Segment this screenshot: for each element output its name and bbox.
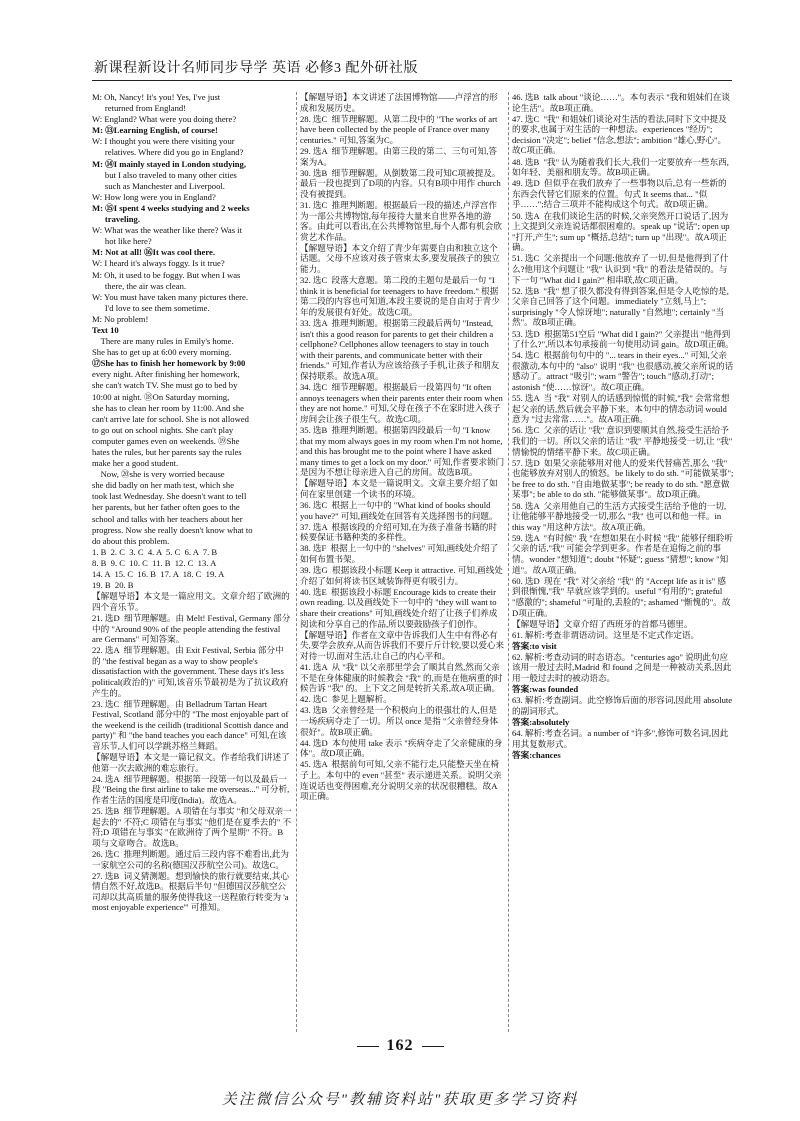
text-line: every night. After finishing her homework, (92, 369, 240, 380)
text-line: her parents, but her father often goes to the (92, 502, 240, 513)
text-line: M: Oh, it used to be foggy. But when I was (92, 269, 241, 280)
text-line: 42. 选C 参见上题解析。 (300, 694, 392, 705)
page-number (0, 1037, 800, 1055)
text-line: 54. 选C 根据前句句中的 "... tears in their eyes..." 可知,父亲很激动,本句中的 "also" 说明 "我" 也很感动,被父亲所说的话感动了。attract "吸引"; warn "警告"; touch "感动,打动"; astonish "使……惊讶"。故C项正确。 (512, 350, 734, 393)
page-number-text: 162 (386, 1037, 414, 1054)
text-line: 【解题导语】本文是一篇应用文。文章介绍了欧洲的四个音乐节。 (92, 591, 290, 612)
text-line: 51. 选C 父亲提出一个问题:他放弃了一切,但是他得到了什么?他用这个问题让 "我" 认识到 "我" 的看法是错误的。与下一句 "What did I gain?" 相串联,故C项正确。 (512, 253, 729, 285)
text-line: 22. 选A 细节理解题。由 Exit Festival, Serbia 部分中的 "the festival began as a way to show people's dissatisfaction with the government. These days it's less political(政治的)" 可知,该音乐节最初是为了抗议政府产生的。 (92, 645, 289, 698)
text-line: 37. 选A 根据该段的介绍可知,在为孩子准备书籍的时候要保证书籍种类的多样性。 (300, 521, 497, 543)
text-line: took last Wednesday. She doesn't want to tell (92, 491, 247, 502)
text-line: I'd love to see them sometime. (92, 302, 210, 313)
text-line: make her a good student. (92, 458, 179, 469)
text-line: 35. 选B 推理判断题。根据第四段最后一句 "I know that my mom always goes in my room when I'm not home, and this has brought me to the point where I have asked many times to get a lock on my door." 可知,作者要求锁门是因为不想让母亲进入自己的房间。故选B项。 (300, 424, 505, 478)
text-line: 34. 选C 细节理解题。根据最后一段第四句 "It often annoys teenagers when their parents enter their room when they are not home." 可知,父母在孩子不在家时进入孩子房间会让孩子很生气。故选C项。 (300, 382, 505, 424)
text-line: traveling. (92, 214, 140, 225)
text-line: such as Manchester and Liverpool. (92, 180, 225, 191)
text-line: 48. 选B "我" 认为随着我们长大,我们一定要放弃一些东西,如年轻、美丽和朋友等。故B项正确。 (512, 156, 729, 178)
text-line: 58. 选A 父亲用他自己的生活方式接受生活给予他的一切,让他能够平静地接受一切,那么 "我" 也可以和他一样。in this way "用这种方法"。故A项正确。 (512, 500, 727, 532)
text-line: 1. B 2. C 3. C 4. A 5. C 6. A 7. B (92, 546, 218, 557)
column-right (512, 92, 734, 761)
text-line: 44. 选D 本句使用 take 表示 "疾病夺走了父亲健康的身体"。故D项正确。 (300, 737, 503, 759)
text-line: W: How long were you in England? (92, 191, 216, 202)
text-line: 10:00 at night. ⑱On Saturday morning, (92, 391, 230, 402)
text-line: 答案:to visit (512, 640, 557, 651)
text-line: 答案:chances (512, 749, 561, 760)
text-line: 39. 选G 根据该段小标题 Keep it attractive. 可知,画线处介绍了如何将读书区域装饰得更有吸引力。 (300, 565, 503, 586)
text-line: 50. 选A 在我们谈论生活的时候,父亲突然开口说话了,因为上文提到父亲连说话都很困难的。speak up "说话"; open up "打开,产生"; sum up "概括,总结"; turn up "出现"。故A项正确。 (512, 210, 732, 253)
column-divider (508, 92, 509, 1032)
text-line: 33. 选A 推理判断题。根据第三段最后两句 "Instead, isn't this a good reason for parents to get their children a cellphone? Cellphones allow teenagers to stay in touch with their parents, and communicate better with their friends." 可知,作者认为应该给孩子手机,让孩子和朋友保持联系。故选A项。 (300, 317, 500, 381)
text-line: 14. A 15. C 16. B 17. A 18. C 19. A (92, 569, 225, 580)
column-left (92, 92, 292, 914)
text-line: 【解题导语】本文讲述了法国博物馆——卢浮宫的形成和发展历史。 (300, 92, 498, 113)
text-line: do about this problem. (92, 535, 170, 546)
text-line: 25. 选B 细节理解题。A 项错在与事实 "和父母双亲一起去的" 不符;C 项错在与事实 "他们是在夏季去的" 不符;D 项错在与事实 "在欧洲待了两个星期" 不符。B 项与文章吻合。故选B。 (92, 806, 292, 848)
text-line: can't arrive late for school. She is not allowed (92, 413, 249, 424)
text-line: 8. B 9. C 10. C 11. B 12. C 13. A (92, 557, 217, 568)
text-line: returned from England! (92, 103, 187, 114)
text-line: 57. 选D 如果父亲能够用对他人的爱来代替痛苦,那么 "我" 也能够放弃对别人的愤怒。be likely to do sth. "可能做某事"; be free to do sth. "自由地做某事"; be ready to do sth. "愿意做某事"; be able to do sth. "能够做某事"。故D项正确。 (512, 457, 736, 500)
text-line: 43. 选B 父亲曾经是一个积极向上的很强壮的人,但是一场疾病夺走了一切。所以 once 是指 "父亲曾经身体很好"。故B项正确。 (300, 705, 499, 737)
text-line: computer games even on weekends. ⑲She (92, 435, 240, 446)
text-line: progress. Now she really doesn't know what to (92, 524, 253, 535)
text-line: 30. 选B 细节理解题。从倒数第二段可知C项被提及。最后一段也提到了D项的内容。只有B项中用作 church 没有被提到。 (300, 167, 503, 199)
header-title: 新课程新设计名师同步导学 英语 必修3 配外研社版 (94, 61, 418, 76)
text-line: W: I thought you were there visiting your (92, 136, 235, 147)
text-line: She has to get up at 6:00 every morning. (92, 347, 232, 358)
text-line: 56. 选C 父亲的话让 "我" 意识到要顺其自然,接受生活给予我们的一切。所以父亲的话让 "我" 平静地接受一切,让 "我" 情愉悦的情绪平静下来。故C项正确。 (512, 425, 735, 457)
page-number-dash-right (422, 1046, 444, 1047)
text-line: 答案:was founded (512, 684, 579, 695)
footer-note: 关注微信公众号"教辅资料站"获取更多学习资料 (221, 1092, 579, 1108)
text-line: 【解题导语】文章介绍了西班牙的首都马德里。 (512, 618, 693, 629)
page-number-dash-left (357, 1046, 379, 1047)
text-line: 62. 解析:考查动词的时态语态。"centuries ago" 说明此句应该用一般过去时,Madrid 和 found 之间是一种被动关系,因此用一般过去时的被动语态。 (512, 651, 732, 684)
text-line: 36. 选C 根据上一句中的 "What kind of books should you have?" 可知,画线处在回答有关选择图书的问题。 (300, 500, 498, 521)
text-line: Now, ⑳she is very worried because (92, 469, 225, 480)
text-line: 63. 解析:考查副词。此空修饰后面的形容词,因此用 absolute 的副词形式。 (512, 695, 735, 716)
text-line: M: Oh, Nancy! It's you! Yes, I've just (92, 92, 221, 102)
text-line: W: England? What were you doing there? (92, 114, 237, 125)
column-middle (300, 92, 505, 802)
text-line: 60. 选D 现在 "我" 对父亲给 "我" 的 "Accept life as it is" 感到很惭愧,"我" 早就应该学到的。useful "有用的"; grateful "感激的"; shameful "可耻的,丢脸的"; ashamed "惭愧的"。故D项正确。 (512, 575, 731, 618)
text-line: ⑰She has to finish her homework by 9:00 (92, 358, 246, 369)
text-line: 59. 选A "有时候" 我 "在想如果在小时候 "我" 能够仔细聆听父亲的话,"我" 可能会学到更多。作者是在追悔之前的事情。wonder "想知道"; doubt "怀疑"; guess "猜想"; know "知道"。故A项正确。 (512, 532, 733, 575)
text-line: but I also traveled to many other cities (92, 169, 237, 180)
text-line: 52. 选B "我" 想了很久都没有得到答案,但是令人吃惊的是,父亲自己回答了这个问题。immediately "立刻,马上"; surprisingly "令人惊讶地"; naturally "自然地"; certainly "当然"。故B项正确。 (512, 285, 729, 328)
text-line: Text 10 (92, 324, 119, 335)
text-line: M: No problem! (92, 313, 149, 324)
text-line: 【解题导语】本文是一篇说明文。文章主要介绍了如何在家里创建一个读书的环境。 (300, 478, 498, 499)
text-line: 27. 选B 词义猜测题。想到愉快的旅行就要结束,其心情自然不好,故选B。根据后半句 "但德国汉莎航空公司却以其高质量的服务使得我这一送程旅行转变为 'a most enjoyable experience'" 可推知。 (92, 870, 291, 913)
text-line: M: ⑮I spent 4 weeks studying and 2 weeks (92, 202, 250, 213)
text-line: she did badly on her math test, which she (92, 480, 235, 491)
text-line: M: Not at all! ⑯It was cool there. (92, 247, 215, 258)
text-line: W: You must have taken many pictures there. (92, 291, 249, 302)
text-line: 【解题导语】本文是一篇记叙文。作者给我们讲述了他第一次去欧洲的难忘旅行。 (92, 752, 290, 773)
text-line: 53. 选D 根据第51空后 "What did I gain?" 父亲提出 "他得到了什么?",所以本句承接前一句使用动词 gain。故D项正确。 (512, 328, 734, 350)
text-line: she has to clean her room by 11:00. And she (92, 402, 244, 413)
text-line: 41. 选A 从 "我" 以父亲那里学会了顺其自然,然而父亲不是在身体健康的时候教会 "我" 的,而是在他病重的时候告诉 "我" 的。上下文之间是转折关系,故A项正确。 (300, 661, 503, 694)
text-line: 47. 选C "我" 和姐妹们谈论对生活的看法,同时下文中提及的要求,也属于对生活的一种想法。experiences "经历"; decision "决定"; belief "信念,想法"; ambition "雄心,野心"。故C项正确。 (512, 113, 727, 156)
text-line: W: What was the weather like there? Was it (92, 225, 242, 236)
text-line: M: ⑬Learning English, of course! (92, 125, 218, 136)
text-line: 55. 选A 当 "我" 对别人的话感到惊慌的时候,"我" 会常常想起父亲的话,然后就会平静下来。本句中的情态动词 would 意为 "过去常常……"。故A项正确。 (512, 393, 730, 425)
text-line: school and talks with her teachers about her (92, 513, 243, 524)
text-line: hates the rules, but her parents say the rules (92, 447, 242, 457)
text-line: M: ⑭I mainly stayed in London studying, (92, 158, 247, 169)
text-line: 31. 选C 推理判断题。根据最后一段的描述,卢浮宫作为一部公共博物馆,每年接待大量来自世界各地的游客。由此可以看出,在公共博物馆里,每个人都有机会欣赏艺术作品。 (300, 199, 502, 242)
text-line: hot like here? (92, 236, 152, 247)
text-line: W: I heard it's always foggy. Is it true? (92, 258, 225, 269)
text-line: 26. 选C 推理判断题。通过后三段内容不难看出,此为一家航空公司的名称(德国汉莎航空公司)。故选C。 (92, 848, 289, 870)
page-header (92, 58, 732, 81)
text-line: 23. 选C 细节理解题。由 Belladrum Tartan Heart Festival, Scotland 部分中的 "The most enjoyable part of the weekend is the ceilidh (traditional Scottish dance and party)" 和 "the band teaches you each dance" 可知,在该音乐节,人们可以学跳苏格兰舞蹈。 (92, 698, 291, 752)
text-line: 38. 选F 根据上一句中的 "shelves" 可知,画线处介绍了如何布置书架。 (300, 543, 499, 565)
text-line: 19. B 20. B (92, 580, 134, 591)
text-line: 29. 选A 细节理解题。由第三段的第二、三句可知,答案为A。 (300, 145, 497, 167)
text-line: 45. 选A 根据前句可知,父亲不能行走,只能整天坐在椅子上。本句中的 even "甚至" 表示递进关系。说明父亲连说话也变得困难,充分说明父亲的状况很糟糕。故A项正确。 (300, 759, 502, 802)
text-line: there, the air was clean. (92, 280, 187, 291)
text-line: 21. 选D 细节理解题。由 Melt! Festival, Germany 部分中的 "Around 90% of the people attending the festival are Germans" 可知答案。 (92, 612, 291, 645)
text-line: 【解题导语】作者在文章中告诉我们人生中有得必有失,要学会放弃,从而告诉我们不要斤斤计较,要以爱心来对待一切,面对生活,让自己的内心平和。 (300, 629, 505, 661)
text-line: 61. 解析:考查非谓语动词。这里是不定式作定语。 (512, 629, 700, 640)
text-line: 64. 解析:考查名词。a number of "许多",修饰可数名词,因此用其复数形式。 (512, 728, 729, 749)
text-line: 28. 选C 细节理解题。从第二段中的 "The works of art have been collected by the people of France over many centuries." 可知,答案为C。 (300, 113, 500, 145)
text-line: 32. 选C 段落大意题。第二段的主题句是最后一句 "I think it is beneficial for teenagers to have freedom." 根据第二段的内容也可知道,本段主要说的是自由对于青少年的发展很有好处。故选C项。 (300, 275, 500, 317)
text-line: 40. 选E 根据该段小标题 Encourage kids to create their own reading. 以及画线处下一句中的 "they will want to share their creations" 可知,画线处介绍了让孩子们养成阅读和分享自己的作品,所以要鼓励孩子们创作。 (300, 586, 499, 629)
text-line: 46. 选B talk about "谈论……"。本句表示 "我和姐妹们在谈论生活"。故B项正确。 (512, 92, 730, 113)
text-line: she can't watch TV. She must go to bed by (92, 380, 238, 391)
text-line: 答案:absolutely (512, 716, 570, 727)
text-line: 24. 选A 细节理解题。根据第一段第一句以及最后一段 "Being the first airline to take me overseas..." 可分析,作者生活的国度是印度(India)。故选A。 (92, 773, 290, 805)
text-line: relatives. Where did you go in England? (92, 147, 244, 158)
text-line: 【解题导语】本文介绍了青少年需要自由和独立这个话题。父母不应该对孩子管束太多,要发展孩子的独立能力。 (300, 242, 500, 274)
text-line: to go out on school nights. She can't play (92, 424, 234, 435)
text-line: 49. 选D 但似乎在我们放弃了一些事物以后,总有一些新的东西会代替它们原来的位置。句式 It seems that... "似乎……";结合三项并不能构成这个句式。故D项正确。 (512, 178, 727, 210)
text-line: There are many rules in Emily's home. (92, 336, 234, 347)
column-divider (296, 92, 297, 1032)
